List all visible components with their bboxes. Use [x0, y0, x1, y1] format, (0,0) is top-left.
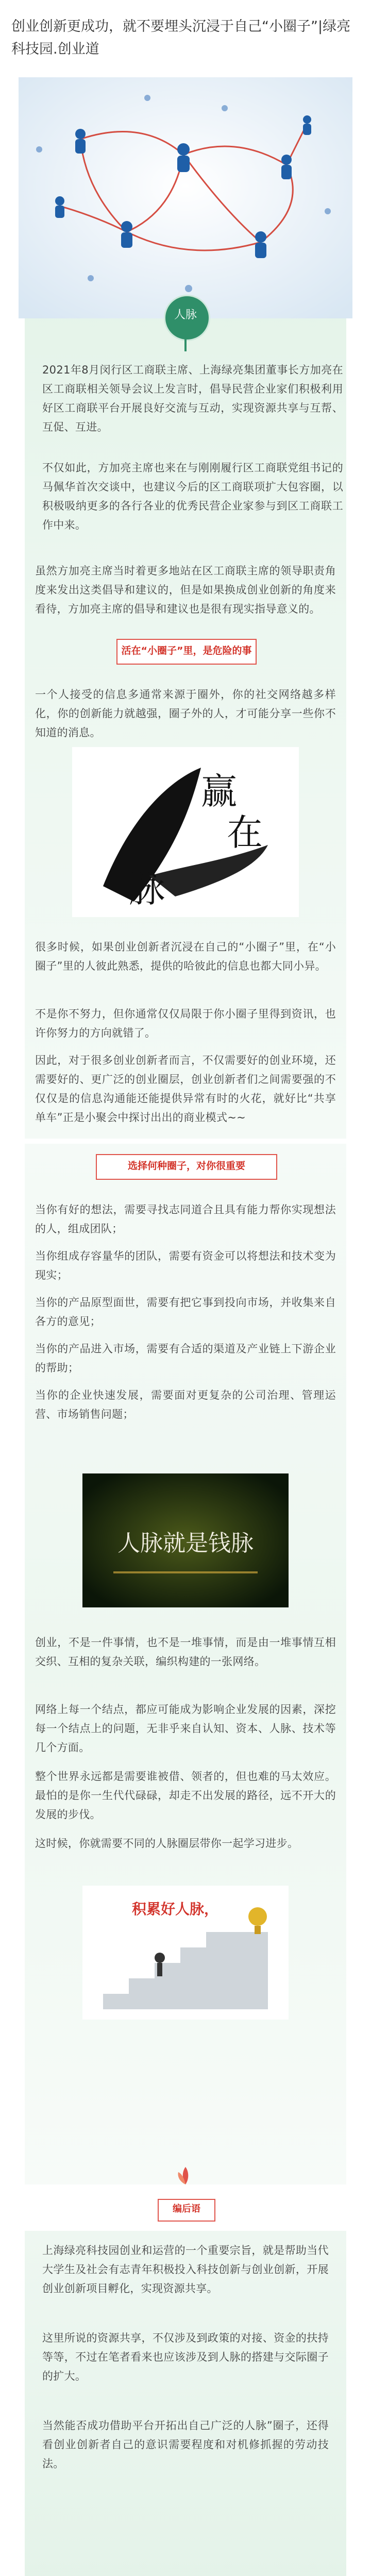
calligraphy-char-3: 脉: [129, 868, 165, 910]
paragraph-8: 当你有好的想法，需要寻找志同道合且具有能力帮你实现想法的人，组成团队；: [35, 1204, 336, 1235]
renmai-badge: [162, 289, 209, 352]
renmai-calligraphy-image: [72, 747, 299, 917]
badge-label: 人脉: [174, 309, 197, 321]
renmai-money-image: [82, 1473, 289, 1607]
stairs-success-image: [82, 1886, 289, 2020]
article-title: 创业创新更成功，就不要埋头沉浸于自己“小圈子”|绿亮科技园.创业道: [11, 19, 351, 57]
paragraph-18: 这里所说的资源共享，不仅涉及到政策的对接、资金的扶持等等，不过在笔者看来也应该涉及到人脉的搭建与交际圈子的扩大。: [42, 2332, 329, 2382]
paragraph-7: 因此，对于很多创业创新者而言，不仅需要好的创业环境，还需要好的、更广泛的创业圈层，创业创新者们之间需要强的不仅仅是的信息沟通能还能提供异常有时的火花，就好比“共享单车”正是小聚会中探讨出出的商业模式~~: [35, 1054, 336, 1124]
paragraph-9: 当你组成存容量华的团队，需要有资金可以将想法和技术变为现实；: [35, 1250, 336, 1281]
paragraph-19: 当然能否成功借助平台开拓出自己广泛的人脉”圈子，还得看创业创新者自己的意识需要程度和对机修抓握的劳动技法。: [42, 2419, 329, 2470]
hero-network-image: [19, 77, 352, 318]
section-heading-text: 选择何种圈子，对你很重要: [127, 1160, 245, 1172]
editor-note-tag: 编后语: [158, 2199, 215, 2222]
paragraph-13: 创业，不是一件事情，也不是一堆事情，而是由一堆事情互相交织、互相的复杂关联，编织构建的一张网络。: [35, 1636, 336, 1668]
paragraph-5: 很多时候，如果创业创新者沉浸在自己的“小圈子”里，在“小圈子”里的人彼此熟悉，提供的哈彼此的信息也都大同小异。: [35, 941, 336, 972]
paragraph-1: 2021年8月闵行区工商联主席、上海绿亮集团董事长方加亮在区工商联相关领导会议上发言时，倡导民营企业家们积极利用好区工商联平台开展良好交流与互动，实现资源共享与互帮、互促、互进。: [42, 364, 343, 433]
calligraphy-char-2: 在: [227, 811, 263, 854]
paragraph-10: 当你的产品原型面世，需要有把它事到投向市场，并收集来自各方的意见；: [35, 1296, 336, 1328]
badge-stem: [184, 339, 187, 351]
section-heading-small-circle: [116, 639, 257, 665]
paragraph-15: 整个世界永远都是需要谁被借、领者的，但也难的马太效应。最怕的是你一生代代碌碌，却走不出发展的路径，远不开大的发展的步伐。: [35, 1770, 336, 1821]
paragraph-12: 当你的企业快速发展，需要面对更复杂的公司治理、管理运营、市场销售问题；: [35, 1389, 336, 1420]
paragraph-14: 网络上每一个结点，都应可能成为影响企业发展的因素，深挖每一个结点上的问题，无非乎来自认知、资本、人脉、技术等几个方面。: [35, 1703, 336, 1754]
leaves-icon: [174, 2164, 197, 2187]
calligraphy-char-1: 赢: [201, 770, 237, 812]
stairs-caption: 积累好人脉，: [131, 1901, 219, 1918]
paragraph-4: 一个人接受的信息多通常来源于圈外，你的社交网络越多样化，你的创新能力就越强，圈子外的人，才可能分享一些你不知道的消息。: [35, 688, 336, 739]
paragraph-3: 虽然方加亮主席当时着更多地站在区工商联主席的领导职责角度来发出这类倡导和建议的，但是如果换成创业创新的角度来看待，方加亮主席的倡导和建议也是很有现实指导意义的。: [35, 565, 336, 615]
paragraph-2: 不仅如此，方加亮主席也来在与刚刚履行区工商联党组书记的马佩华首次交谈中，也建议今后的区工商联项扩大包容圈，以积极吸纳更多的各行各业的优秀民营企业家参与到区工商联工作中来。: [42, 462, 343, 531]
money-slogan: 人脉就是钱脉: [117, 1530, 254, 1556]
paragraph-6: 不是你不努力，但你通常仅仅局限于你小圈子里得到资讯，也许你努力的方向就错了。: [35, 1008, 336, 1039]
section-heading-choose-circle: [96, 1154, 277, 1180]
section-heading-text: 活在“小圈子”里，是危险的事: [121, 645, 252, 656]
paragraph-16: 这时候，你就需要不同的人脉圈层带你一起学习进步。: [35, 1837, 299, 1850]
paragraph-17: 上海绿亮科技园创业和运营的一个重要宗旨，就是帮助当代大学生及社会有志青年积极投入科技创新与创业创新，开展创业创新项目孵化，实现资源共享。: [42, 2244, 329, 2295]
paragraph-11: 当你的产品进入市场，需要有合适的渠道及产业链上下游企业的帮助；: [35, 1343, 336, 1374]
